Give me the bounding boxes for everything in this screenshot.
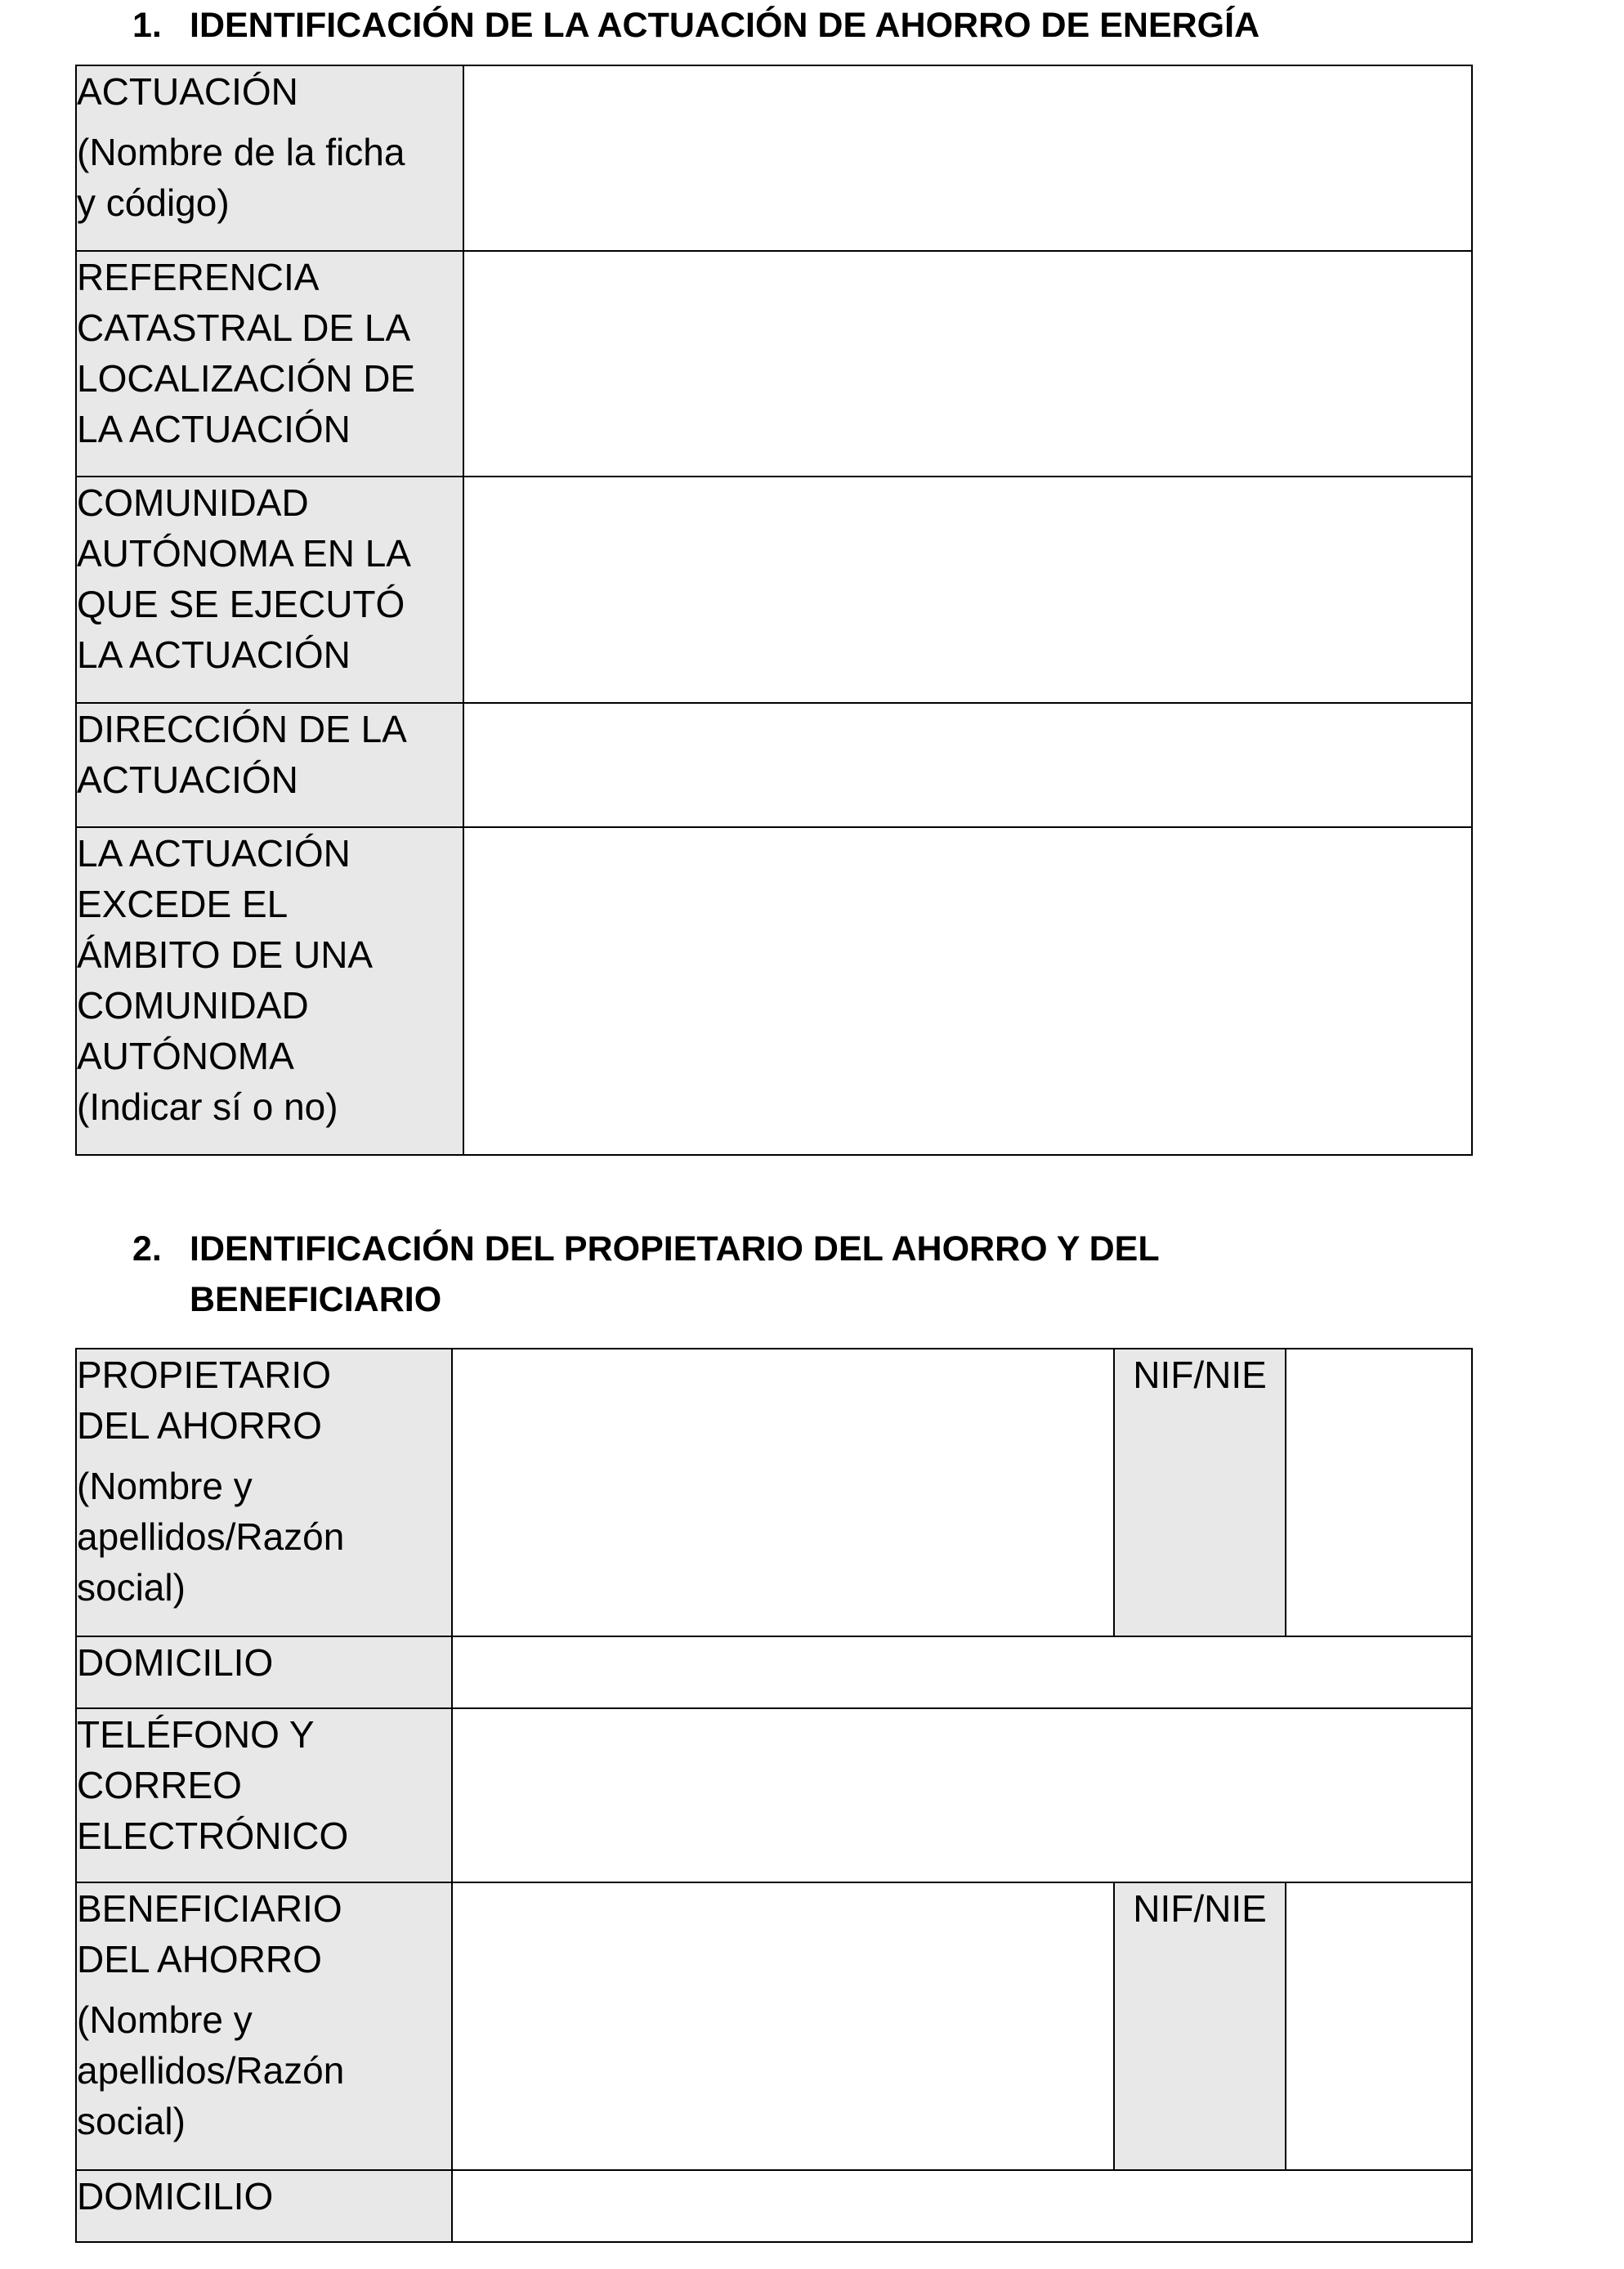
table-row <box>76 827 1472 1155</box>
section-2-number: 2. <box>132 1229 162 1269</box>
beneficiario-nif-field[interactable] <box>1286 1882 1472 2170</box>
actuacion-table <box>75 65 1473 1156</box>
table-row <box>76 65 1472 251</box>
table-row <box>76 477 1472 703</box>
propietario-ahorro-label: PROPIETARIO DEL AHORRO (Nombre y apellidos/Razón social) <box>76 1349 452 1636</box>
excede-ambito-field[interactable] <box>463 827 1472 1155</box>
beneficiario-ahorro-field[interactable] <box>452 1882 1114 2170</box>
section-1-heading: IDENTIFICACIÓN DE LA ACTUACIÓN DE AHORRO DE ENERGÍA <box>190 6 1260 45</box>
propietario-nif-field[interactable] <box>1286 1349 1472 1636</box>
table-row <box>76 1708 1472 1882</box>
direccion-actuacion-field[interactable] <box>463 703 1472 827</box>
comunidad-autonoma-label: COMUNIDAD AUTÓNOMA EN LA QUE SE EJECUTÓ LA ACTUACIÓN <box>76 477 463 703</box>
direccion-actuacion-label: DIRECCIÓN DE LA ACTUACIÓN <box>76 703 463 827</box>
actuacion-label: ACTUACIÓN (Nombre de la ficha y código) <box>76 65 463 251</box>
domicilio-propietario-label: DOMICILIO <box>76 1636 452 1708</box>
beneficiario-ahorro-label: BENEFICIARIO DEL AHORRO (Nombre y apellidos/Razón social) <box>76 1882 452 2170</box>
telefono-correo-field[interactable] <box>452 1708 1472 1882</box>
domicilio-beneficiario-label: DOMICILIO <box>76 2170 452 2242</box>
comunidad-autonoma-field[interactable] <box>463 477 1472 703</box>
domicilio-propietario-field[interactable] <box>452 1636 1472 1708</box>
section-2-title <box>132 1224 1160 1325</box>
propietario-nif-label: NIF/NIE <box>1114 1349 1286 1636</box>
section-1-title <box>132 0 1259 51</box>
table-row <box>76 1349 1472 1636</box>
table-row <box>76 1636 1472 1708</box>
domicilio-beneficiario-field[interactable] <box>452 2170 1472 2242</box>
referencia-catastral-label: REFERENCIA CATASTRAL DE LA LOCALIZACIÓN DE LA ACTUACIÓN <box>76 251 463 477</box>
table-row <box>76 703 1472 827</box>
referencia-catastral-field[interactable] <box>463 251 1472 477</box>
propietario-ahorro-field[interactable] <box>452 1349 1114 1636</box>
section-2-heading: IDENTIFICACIÓN DEL PROPIETARIO DEL AHORRO Y DEL BENEFICIARIO <box>190 1229 1160 1319</box>
telefono-correo-label: TELÉFONO Y CORREO ELECTRÓNICO <box>76 1708 452 1882</box>
propietario-table <box>75 1348 1473 2243</box>
beneficiario-nif-label: NIF/NIE <box>1114 1882 1286 2170</box>
section-1-number: 1. <box>132 6 162 45</box>
actuacion-field[interactable] <box>463 65 1472 251</box>
table-row <box>76 1882 1472 2170</box>
table-row <box>76 251 1472 477</box>
table-row <box>76 2170 1472 2242</box>
excede-ambito-label: LA ACTUACIÓN EXCEDE EL ÁMBITO DE UNA COMUNIDAD AUTÓNOMA (Indicar sí o no) <box>76 827 463 1155</box>
